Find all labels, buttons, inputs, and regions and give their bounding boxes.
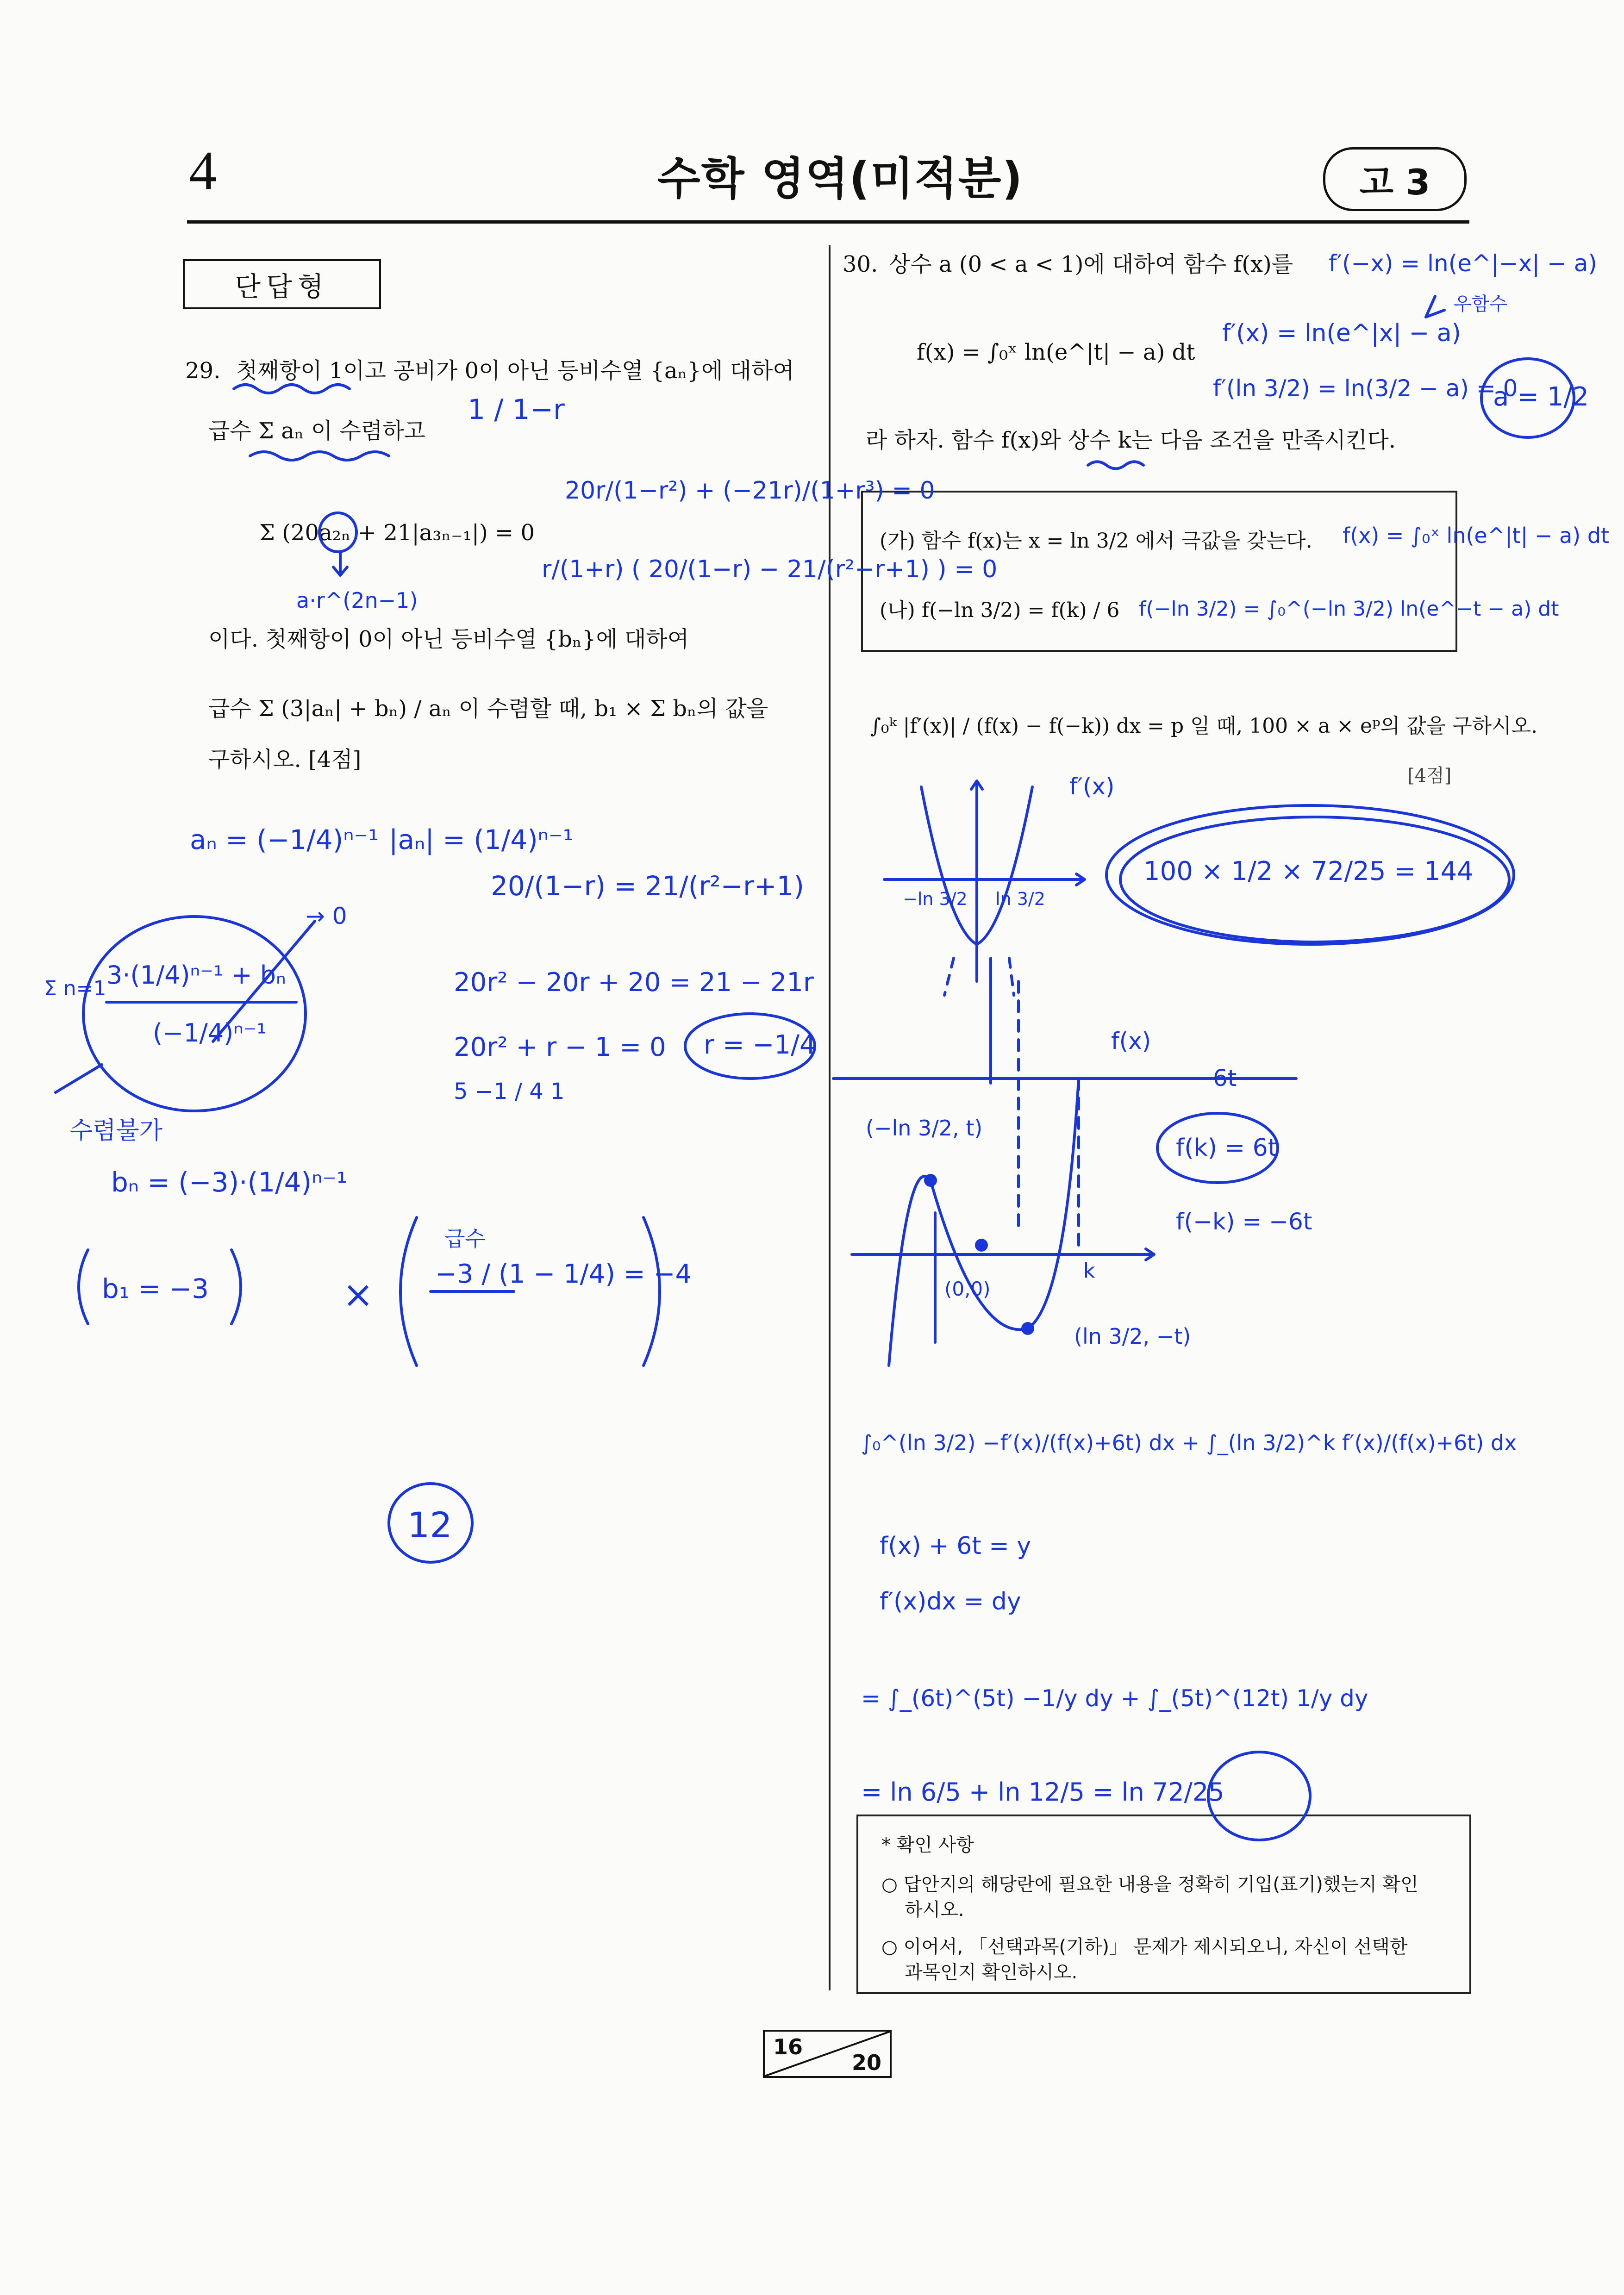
question-30-line3: ∫₀ᵏ |f′(x)| / (f(x) − f(−k)) dx = p 일 때, 100 × a × eᵖ의 값을 구하시오. bbox=[870, 714, 1538, 738]
arrow-even-note bbox=[1426, 296, 1444, 317]
paren-sum-left bbox=[400, 1217, 417, 1366]
hw-int-y: = ∫_(6t)^(5t) −1/y dy + ∫_(5t)^(12t) 1/y dy bbox=[861, 1685, 1368, 1712]
hw-sum-label: Σ n=1 bbox=[44, 977, 106, 1000]
hw-diverge-note: 수렴불가 bbox=[69, 1117, 162, 1145]
hw-eq5: 20r² + r − 1 = 0 bbox=[454, 1032, 666, 1062]
hw-f-def: f(x) = ∫₀ˣ ln(e^|t| − a) dt bbox=[1343, 523, 1610, 548]
hw-eq4: 20r² − 20r + 20 = 21 − 21r bbox=[454, 967, 814, 998]
hw-bn: bₙ = (−3)·(1/4)ⁿ⁻¹ bbox=[111, 1166, 348, 1198]
hw-fprime-val: f′(ln 3/2) = ln(3/2 − a) = 0 bbox=[1213, 375, 1518, 402]
hw-line-6t: 6t bbox=[1213, 1065, 1237, 1091]
hw-abs-an: |aₙ| = (1/4)ⁿ⁻¹ bbox=[389, 824, 574, 855]
page-title: 수학 영역(미적분) bbox=[657, 153, 1024, 205]
page-counter-current: 16 bbox=[773, 2034, 803, 2059]
hw-graph-label-fprime: f′(x) bbox=[1069, 773, 1115, 800]
hw-factor: 5 −1 / 4 1 bbox=[454, 1079, 565, 1104]
hw-f-neg: f(−ln 3/2) = ∫₀^(−ln 3/2) ln(e^−t − a) dt bbox=[1139, 597, 1559, 621]
hw-fprime-neg: f′(−x) = ln(e^|−x| − a) bbox=[1329, 250, 1597, 277]
hw-sum-note: 급수 bbox=[444, 1226, 486, 1251]
condition-a: (가) 함수 f(x)는 x = ln 3/2 에서 극값을 갖는다. bbox=[880, 529, 1312, 553]
hw-times: × bbox=[343, 1273, 374, 1316]
hw-series-bottom: (−1/4)ⁿ⁻¹ bbox=[153, 1018, 267, 1048]
hw-a-value: a = 1/2 bbox=[1493, 382, 1589, 412]
hw-series-top: 3·(1/4)ⁿ⁻¹ + bₙ bbox=[106, 960, 286, 990]
hw-eq2: r/(1+r) ( 20/(1−r) − 21/(r²−r+1) ) = 0 bbox=[542, 555, 998, 583]
question-29-line5: 급수 Σ (3|aₙ| + bₙ) / aₙ 이 수렴할 때, b₁ × Σ bₙ의 값을 bbox=[208, 696, 768, 722]
question-30-number: 30. bbox=[843, 251, 878, 277]
question-30-points: [4점] bbox=[1407, 765, 1452, 786]
underline-wavy-1 bbox=[234, 385, 350, 393]
underline-wavy-3 bbox=[1088, 462, 1143, 469]
hw-point-max: (−ln 3/2, t) bbox=[866, 1116, 983, 1141]
hw-sub2: f′(x)dx = dy bbox=[880, 1588, 1021, 1615]
notes-item-2: ○ 이어서, 「선택과목(기하)」 문제가 제시되오니, 자신이 선택한 bbox=[881, 1936, 1408, 1958]
paren-b1-left bbox=[79, 1250, 88, 1324]
question-30-line1: 상수 a (0 < a < 1)에 대하여 함수 f(x)를 bbox=[889, 251, 1293, 277]
hw-split-integral: ∫₀^(ln 3/2) −f′(x)/(f(x)+6t) dx + ∫_(ln 3/2)^k f′(x)/(f(x)+6t) dx bbox=[861, 1430, 1517, 1455]
point-max bbox=[924, 1174, 937, 1187]
hw-sum-hint: 1 / 1−r bbox=[468, 393, 565, 426]
hw-f-negk: f(−k) = −6t bbox=[1176, 1208, 1312, 1235]
hw-fk: f(k) = 6t bbox=[1176, 1134, 1278, 1162]
hw-term: a·r^(2n−1) bbox=[296, 588, 418, 613]
arrow-a2n bbox=[333, 553, 347, 575]
underline-wavy-2 bbox=[250, 452, 389, 460]
question-29-number: 29. bbox=[185, 358, 221, 384]
guide-dash-1 bbox=[944, 958, 1014, 995]
notes-item-2-cont: 과목인지 확인하시오. bbox=[905, 1962, 1078, 1983]
page-counter-total: 20 bbox=[851, 2050, 881, 2075]
question-29-line3: Σ (20a₂ₙ + 21|a₃ₙ₋₁|) = 0 bbox=[259, 520, 535, 546]
hw-point-min: (ln 3/2, −t) bbox=[1074, 1324, 1191, 1349]
grade-badge: 고 3 bbox=[1323, 147, 1467, 211]
hw-tick-pos: ln 3/2 bbox=[995, 889, 1045, 909]
notes-item-1: ○ 답안지의 해당란에 필요한 내용을 정확히 기입(표기)했는지 확인 bbox=[881, 1874, 1418, 1895]
question-29-line1: 첫째항이 1이고 공비가 0이 아닌 등비수열 {aₙ}에 대하여 bbox=[236, 358, 794, 384]
hw-origin: (0,0) bbox=[944, 1278, 991, 1300]
hw-r-value: r = −1/4 bbox=[704, 1030, 816, 1060]
question-29-line6: 구하시오. [4점] bbox=[208, 747, 362, 773]
hw-fprime: f′(x) = ln(e^|x| − a) bbox=[1222, 319, 1461, 347]
point-min bbox=[1021, 1322, 1034, 1335]
hw-to-zero: → 0 bbox=[306, 903, 347, 929]
hw-even-note: 우함수 bbox=[1454, 293, 1507, 315]
hw-final: 100 × 1/2 × 72/25 = 144 bbox=[1143, 856, 1474, 886]
question-30-line2: 라 하자. 함수 f(x)와 상수 k는 다음 조건을 만족시킨다. bbox=[866, 427, 1396, 453]
hw-eq3: 20/(1−r) = 21/(r²−r+1) bbox=[491, 870, 805, 902]
hw-tick-neg: −ln 3/2 bbox=[903, 889, 968, 909]
condition-b: (나) f(−ln 3/2) = f(k) / 6 bbox=[880, 599, 1120, 622]
hw-k-label: k bbox=[1083, 1259, 1095, 1283]
question-29-line2: 급수 Σ aₙ 이 수렴하고 bbox=[208, 418, 425, 444]
circle-a2n bbox=[319, 513, 356, 552]
hw-sub1: f(x) + 6t = y bbox=[880, 1532, 1031, 1560]
question-29-line4: 이다. 첫째항이 0이 아닌 등비수열 {bₙ}에 대하여 bbox=[208, 626, 689, 652]
notes-heading: * 확인 사항 bbox=[881, 1834, 974, 1856]
hw-geo: −3 / (1 − 1/4) = −4 bbox=[435, 1259, 692, 1289]
point-origin bbox=[975, 1239, 988, 1252]
arrow-diverge bbox=[56, 1065, 102, 1092]
paren-sum-right bbox=[643, 1217, 660, 1366]
page-number: 4 bbox=[189, 140, 217, 201]
section-label: 단답형 bbox=[183, 259, 381, 309]
hw-result: = ln 6/5 + ln 12/5 = ln 72/25 bbox=[861, 1777, 1224, 1807]
question-30-formula: f(x) = ∫₀ˣ ln(e^|t| − a) dt bbox=[917, 339, 1195, 365]
hw-b1: b₁ = −3 bbox=[102, 1273, 209, 1304]
paren-b1-right bbox=[231, 1250, 241, 1324]
circle-series bbox=[83, 917, 306, 1111]
hw-answer-12: 12 bbox=[407, 1504, 452, 1546]
hw-an: aₙ = (−1/4)ⁿ⁻¹ bbox=[190, 824, 379, 855]
hw-eq1: 20r/(1−r²) + (−21r)/(1+r³) = 0 bbox=[565, 477, 935, 505]
hw-graph-label-f: f(x) bbox=[1111, 1028, 1151, 1054]
notes-item-1-cont: 하시오. bbox=[905, 1899, 964, 1921]
